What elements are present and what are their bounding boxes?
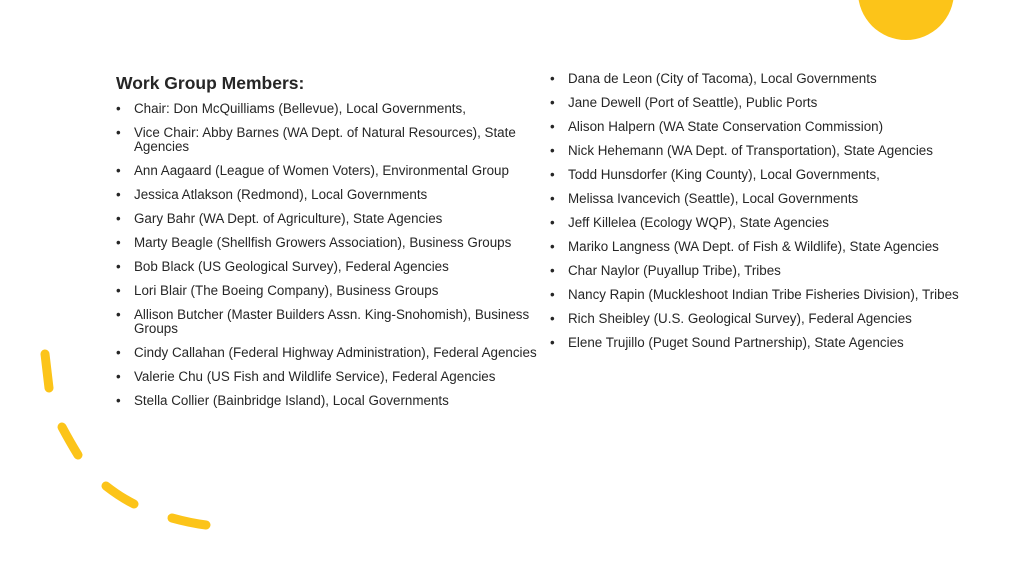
arc-dash-2 bbox=[62, 427, 78, 455]
member-list-item: • Char Naylor (Puyallup Tribe), Tribes bbox=[550, 264, 990, 278]
member-list-item: • Jeff Killelea (Ecology WQP), State Agencies bbox=[550, 216, 990, 230]
member-list-item: • Vice Chair: Abby Barnes (WA Dept. of Natural Resources), State Agencies bbox=[116, 126, 546, 154]
decorative-sun-circle bbox=[858, 0, 954, 40]
member-list-item: • Chair: Don McQuilliams (Bellevue), Local Governments, bbox=[116, 102, 546, 116]
member-list-item: • Nancy Rapin (Muckleshoot Indian Tribe Fisheries Division), Tribes bbox=[550, 288, 990, 302]
left-member-list bbox=[116, 102, 546, 408]
member-list-item: • Ann Aagaard (League of Women Voters), Environmental Group bbox=[116, 164, 546, 178]
left-column bbox=[116, 72, 546, 418]
member-list-item: • Jessica Atlakson (Redmond), Local Governments bbox=[116, 188, 546, 202]
member-list-item: • Mariko Langness (WA Dept. of Fish & Wildlife), State Agencies bbox=[550, 240, 990, 254]
member-list-item: • Gary Bahr (WA Dept. of Agriculture), State Agencies bbox=[116, 212, 546, 226]
member-list-item: • Melissa Ivancevich (Seattle), Local Governments bbox=[550, 192, 990, 206]
member-list-item: • Marty Beagle (Shellfish Growers Association), Business Groups bbox=[116, 236, 546, 250]
member-list-item: • Elene Trujillo (Puget Sound Partnership), State Agencies bbox=[550, 336, 990, 350]
member-list-item: • Alison Halpern (WA State Conservation Commission) bbox=[550, 120, 990, 134]
arc-dash-1 bbox=[45, 354, 49, 388]
member-list-item: • Dana de Leon (City of Tacoma), Local Governments bbox=[550, 72, 990, 86]
section-heading: Work Group Members: bbox=[116, 73, 305, 93]
right-member-list bbox=[550, 72, 990, 360]
member-list-item: • Nick Hehemann (WA Dept. of Transportation), State Agencies bbox=[550, 144, 990, 158]
member-list-item: • Bob Black (US Geological Survey), Federal Agencies bbox=[116, 260, 546, 274]
member-list-item: • Allison Butcher (Master Builders Assn. King-Snohomish), Business Groups bbox=[116, 308, 546, 336]
member-list-item: • Cindy Callahan (Federal Highway Administration), Federal Agencies bbox=[116, 346, 546, 360]
arc-dash-4 bbox=[172, 518, 206, 525]
member-list-item: • Stella Collier (Bainbridge Island), Local Governments bbox=[116, 394, 546, 408]
member-list-item: • Jane Dewell (Port of Seattle), Public Ports bbox=[550, 96, 990, 110]
arc-dash-3 bbox=[106, 486, 134, 504]
member-list-item: • Lori Blair (The Boeing Company), Business Groups bbox=[116, 284, 546, 298]
member-list-item: • Valerie Chu (US Fish and Wildlife Service), Federal Agencies bbox=[116, 370, 546, 384]
member-list-item: • Rich Sheibley (U.S. Geological Survey), Federal Agencies bbox=[550, 312, 990, 326]
member-list-item: • Todd Hunsdorfer (King County), Local Governments, bbox=[550, 168, 990, 182]
